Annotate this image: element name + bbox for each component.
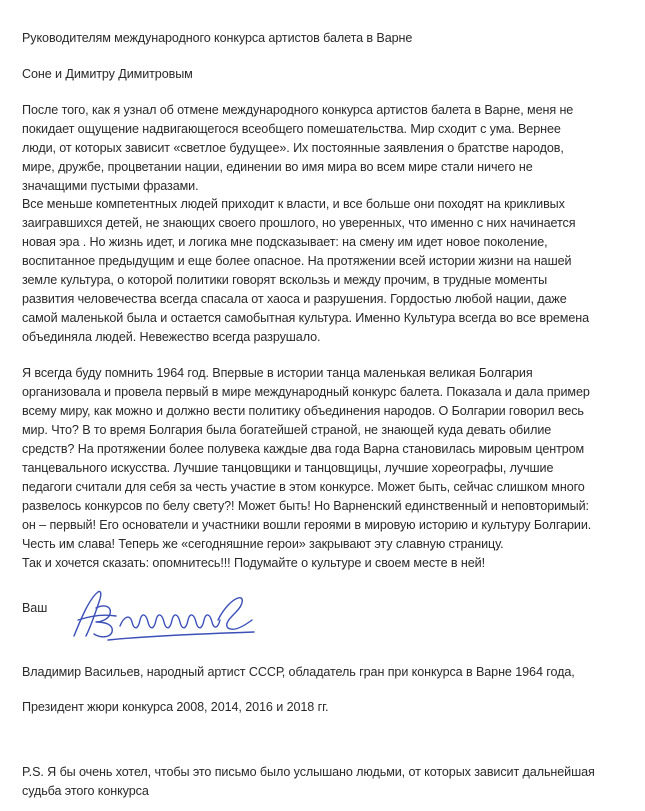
paragraph-line: Честь им слава! Теперь же «сегодняшние герои» закрывают эту славную страницу.: [22, 537, 504, 551]
paragraph-line: Так и хочется сказать: опомнитесь!!! Подумайте о культуре и своем месте в ней!: [22, 556, 485, 570]
signatory-title: Президент жюри конкурса 2008, 2014, 2016 и 2018 гг.: [22, 700, 329, 714]
paragraph-line: педагоги считали для себя за честь участие в этом конкурсе. Может быть, сейчас слишком много: [22, 480, 585, 494]
postscript-line: P.S. Я бы очень хотел, чтобы это письмо было услышано людьми, от которых зависит дальнейшая: [22, 765, 595, 779]
paragraph-line: новая эра . Но жизнь идет, и логика мне подсказывает: на смену им идет новое поколение,: [22, 235, 548, 249]
paragraph-line: мир. Что? В то время Болгария была богатейшей страной, не знающей куда девать обилие: [22, 423, 552, 437]
paragraph-line: развития человечества всегда спасала от хаоса и разрушения. Гордостью любой нации, даже: [22, 292, 567, 306]
paragraph-line: значащими пустыми фразами.: [22, 179, 199, 193]
signatory-line: Владимир Васильев, народный артист СССР, обладатель гран при конкурса в Варне 1964 года,: [22, 665, 575, 679]
letter-header: Руководителям международного конкурса артистов балета в Варне: [22, 31, 413, 45]
paragraph-line: организовала и провела первый в мире международный конкурс балета. Показала и дала пример: [22, 385, 590, 399]
closing-word: Ваш: [22, 601, 48, 615]
handwritten-signature: [68, 586, 258, 646]
paragraph-line: покидает ощущение надвигающегося всеобщего помешательства. Мир сходит с ума. Вернее: [22, 122, 561, 136]
paragraph-line: самой маленькой была и остается самобытная культура. Именно Культура всегда во все времена: [22, 311, 589, 325]
paragraph-line: он – первый! Его основатели и участники вошли героями в мировую историю и культуру Болгарии.: [22, 518, 592, 532]
postscript-line: судьба этого конкурса: [22, 784, 149, 798]
addressee: Соне и Димитру Димитровым: [22, 67, 193, 81]
paragraph-line: развелось конкурсов по белу свету?! Может быть! Но Варненский единственный и неповторимый:: [22, 499, 589, 513]
paragraph-line: После того, как я узнал об отмене международного конкурса артистов балета в Варне, меня не: [22, 103, 574, 117]
paragraph-line: заигравшихся детей, не знающих своего прошлого, но уверенных, что именно с них начинается: [22, 216, 576, 230]
paragraph-line: люди, от которых зависит «светлое будущее». Их постоянные заявления о братстве народов,: [22, 141, 564, 155]
paragraph-line: средств? На протяжении более полувека каждые два года Варна становилась мировым центром: [22, 442, 585, 456]
paragraph-line: земле культура, о которой политики говорят вскользь и между прочим, в трудные моменты: [22, 273, 548, 287]
paragraph-line: всему миру, как можно и должно вести политику объединения народов. О Болгарии говорил весь: [22, 404, 584, 418]
paragraph-line: объединяла людей. Невежество всегда разрушало.: [22, 330, 321, 344]
paragraph-line: воспитанное предыдущим и еще более опасное. На протяжении всей истории жизни на нашей: [22, 254, 572, 268]
paragraph-line: Я всегда буду помнить 1964 год. Впервые в истории танца маленькая великая Болгария: [22, 366, 533, 380]
paragraph-line: мире, дружбе, процветании нации, единении во имя мира во всем мире стали ничего не: [22, 160, 533, 174]
paragraph-line: танцевального искусства. Лучшие танцовщики и танцовщицы, лучшие хореографы, лучшие: [22, 461, 554, 475]
paragraph-line: Все меньше компетентных людей приходит к власти, и все больше они походят на крикливых: [22, 197, 565, 211]
